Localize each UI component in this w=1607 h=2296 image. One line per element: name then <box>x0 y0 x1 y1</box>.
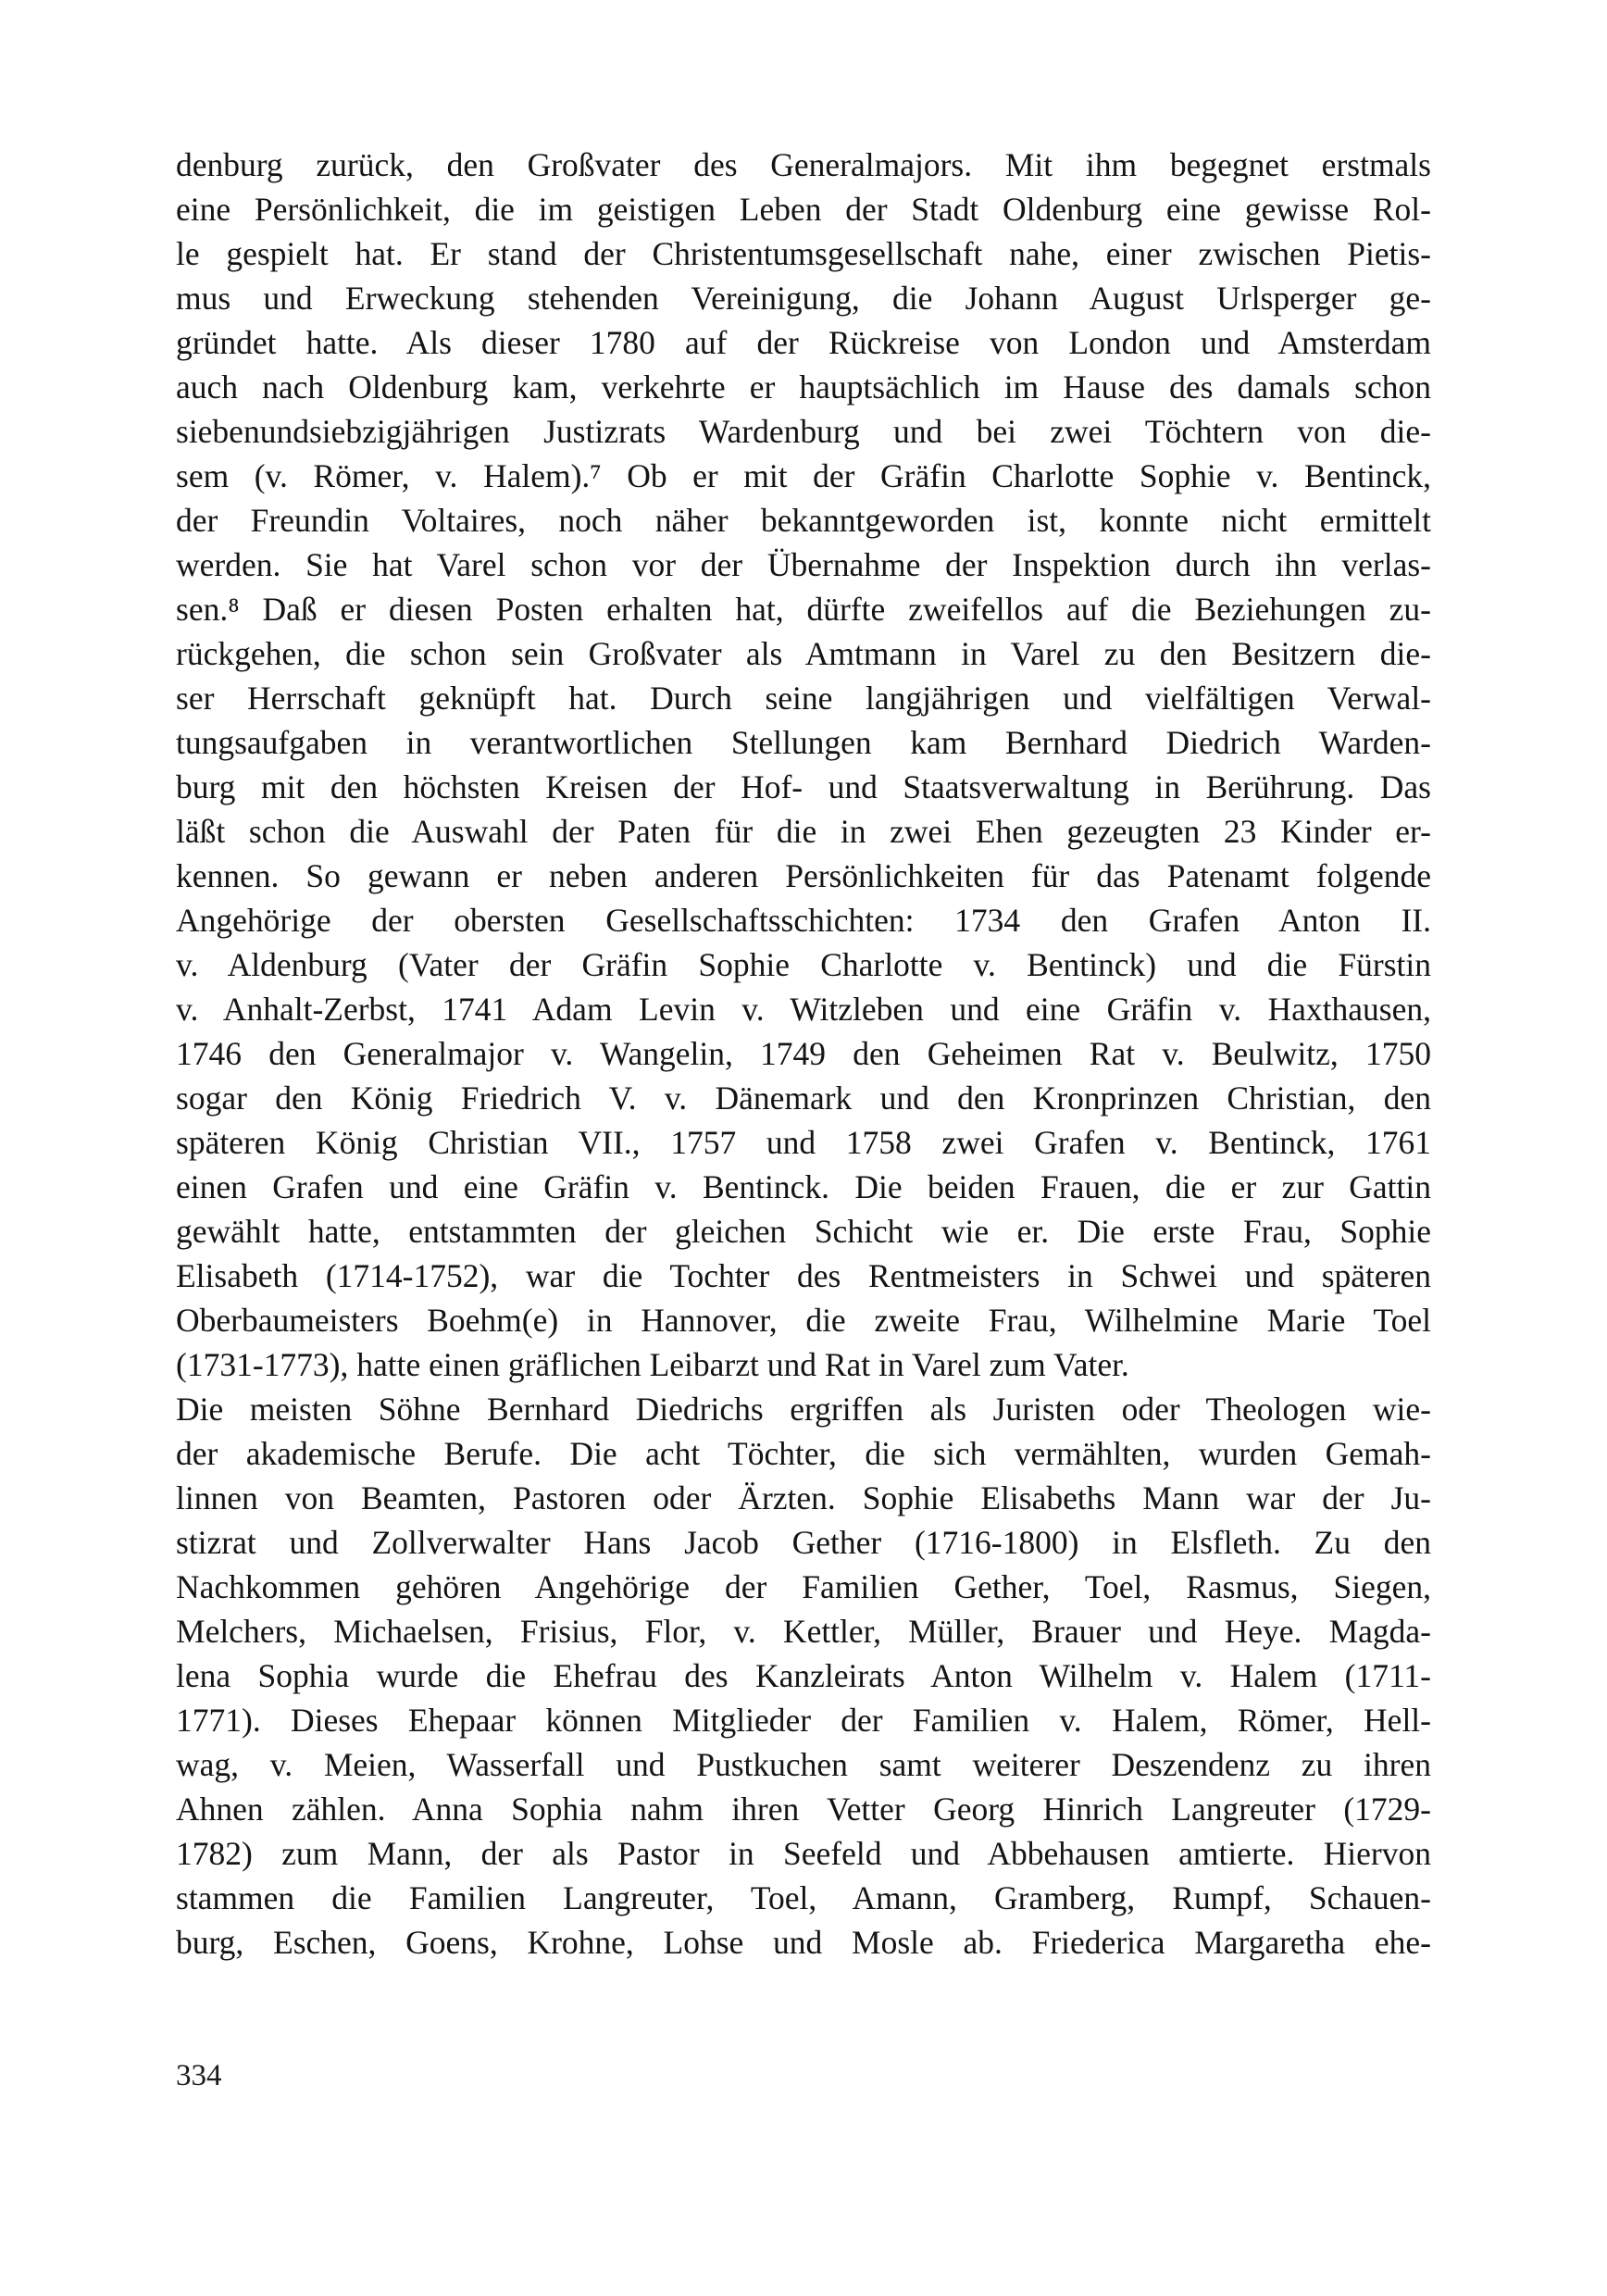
text-line: der Freundin Voltaires, noch näher bekanntgeworden ist, konnte nicht ermittelt <box>176 502 1431 539</box>
text-line: sen.⁸ Daß er diesen Posten erhalten hat, dürfte zweifellos auf die Beziehungen zu- <box>176 591 1431 628</box>
text-line: der akademische Berufe. Die acht Töchter, die sich vermählten, wurden Gemah- <box>176 1435 1431 1472</box>
text-line: lena Sophia wurde die Ehefrau des Kanzleirats Anton Wilhelm v. Halem (1711- <box>176 1657 1431 1694</box>
body-text <box>176 143 1431 1965</box>
text-line: stammen die Familien Langreuter, Toel, Amann, Gramberg, Rumpf, Schauen- <box>176 1879 1431 1916</box>
text-line: 1746 den Generalmajor v. Wangelin, 1749 den Geheimen Rat v. Beulwitz, 1750 <box>176 1035 1431 1072</box>
text-line: Ahnen zählen. Anna Sophia nahm ihren Vetter Georg Hinrich Langreuter (1729- <box>176 1791 1431 1828</box>
text-line: kennen. So gewann er neben anderen Persönlichkeiten für das Patenamt folgende <box>176 857 1431 894</box>
text-line: Melchers, Michaelsen, Frisius, Flor, v. Kettler, Müller, Brauer und Heye. Magda- <box>176 1613 1431 1650</box>
text-line: werden. Sie hat Varel schon vor der Übernahme der Inspektion durch ihn verlas- <box>176 546 1431 583</box>
text-line: Die meisten Söhne Bernhard Diedrichs ergriffen als Juristen oder Theologen wie- <box>176 1391 1431 1428</box>
text-line: läßt schon die Auswahl der Paten für die in zwei Ehen gezeugten 23 Kinder er- <box>176 813 1431 850</box>
text-line: eine Persönlichkeit, die im geistigen Leben der Stadt Oldenburg eine gewisse Rol- <box>176 191 1431 228</box>
text-line: gründet hatte. Als dieser 1780 auf der Rückreise von London und Amsterdam <box>176 324 1431 361</box>
text-line: einen Grafen und eine Gräfin v. Bentinck. Die beiden Frauen, die er zur Gattin <box>176 1168 1431 1205</box>
text-line: burg, Eschen, Goens, Krohne, Lohse und Mosle ab. Friederica Margaretha ehe- <box>176 1924 1431 1961</box>
text-line: ser Herrschaft geknüpft hat. Durch seine langjährigen und vielfältigen Verwal- <box>176 680 1431 717</box>
text-line: 1771). Dieses Ehepaar können Mitglieder der Familien v. Halem, Römer, Hell- <box>176 1702 1431 1739</box>
text-line: Nachkommen gehören Angehörige der Familien Gether, Toel, Rasmus, Siegen, <box>176 1568 1431 1605</box>
text-line: wag, v. Meien, Wasserfall und Pustkuchen samt weiterer Deszendenz zu ihren <box>176 1746 1431 1783</box>
text-line: späteren König Christian VII., 1757 und 1758 zwei Grafen v. Bentinck, 1761 <box>176 1124 1431 1161</box>
text-line: Angehörige der obersten Gesellschaftsschichten: 1734 den Grafen Anton II. <box>176 902 1431 939</box>
text-line: sem (v. Römer, v. Halem).⁷ Ob er mit der Gräfin Charlotte Sophie v. Bentinck, <box>176 457 1431 494</box>
text-line: mus und Erweckung stehenden Vereinigung, die Johann August Urlsperger ge- <box>176 280 1431 317</box>
text-line: sogar den König Friedrich V. v. Dänemark und den Kronprinzen Christian, den <box>176 1079 1431 1117</box>
text-line: siebenundsiebzigjährigen Justizrats Wardenburg und bei zwei Töchtern von die- <box>176 413 1431 450</box>
text-line: burg mit den höchsten Kreisen der Hof- und Staatsverwaltung in Berührung. Das <box>176 768 1431 805</box>
text-line: auch nach Oldenburg kam, verkehrte er hauptsächlich im Hause des damals schon <box>176 368 1431 406</box>
text-line: le gespielt hat. Er stand der Christentumsgesellschaft nahe, einer zwischen Pietis- <box>176 235 1431 272</box>
text-line: 1782) zum Mann, der als Pastor in Seefeld und Abbehausen amtierte. Hiervon <box>176 1835 1431 1872</box>
text-line: stizrat und Zollverwalter Hans Jacob Gether (1716-1800) in Elsfleth. Zu den <box>176 1524 1431 1561</box>
text-line: Elisabeth (1714-1752), war die Tochter des Rentmeisters in Schwei und späteren <box>176 1257 1431 1294</box>
text-line: linnen von Beamten, Pastoren oder Ärzten. Sophie Elisabeths Mann war der Ju- <box>176 1479 1431 1516</box>
text-line: v. Aldenburg (Vater der Gräfin Sophie Charlotte v. Bentinck) und die Fürstin <box>176 946 1431 983</box>
text-line: Oberbaumeisters Boehm(e) in Hannover, die zweite Frau, Wilhelmine Marie Toel <box>176 1302 1431 1339</box>
text-line: v. Anhalt-Zerbst, 1741 Adam Levin v. Witzleben und eine Gräfin v. Haxthausen, <box>176 991 1431 1028</box>
text-line: tungsaufgaben in verantwortlichen Stellungen kam Bernhard Diedrich Warden- <box>176 724 1431 761</box>
text-line: rückgehen, die schon sein Großvater als Amtmann in Varel zu den Besitzern die- <box>176 635 1431 672</box>
text-line: denburg zurück, den Großvater des Generalmajors. Mit ihm begegnet erstmals <box>176 146 1431 183</box>
text-line: gewählt hatte, entstammten der gleichen Schicht wie er. Die erste Frau, Sophie <box>176 1213 1431 1250</box>
text-line: (1731-1773), hatte einen gräflichen Leibarzt und Rat in Varel zum Vater. <box>176 1346 1129 1383</box>
page-number: 334 <box>176 2059 222 2092</box>
